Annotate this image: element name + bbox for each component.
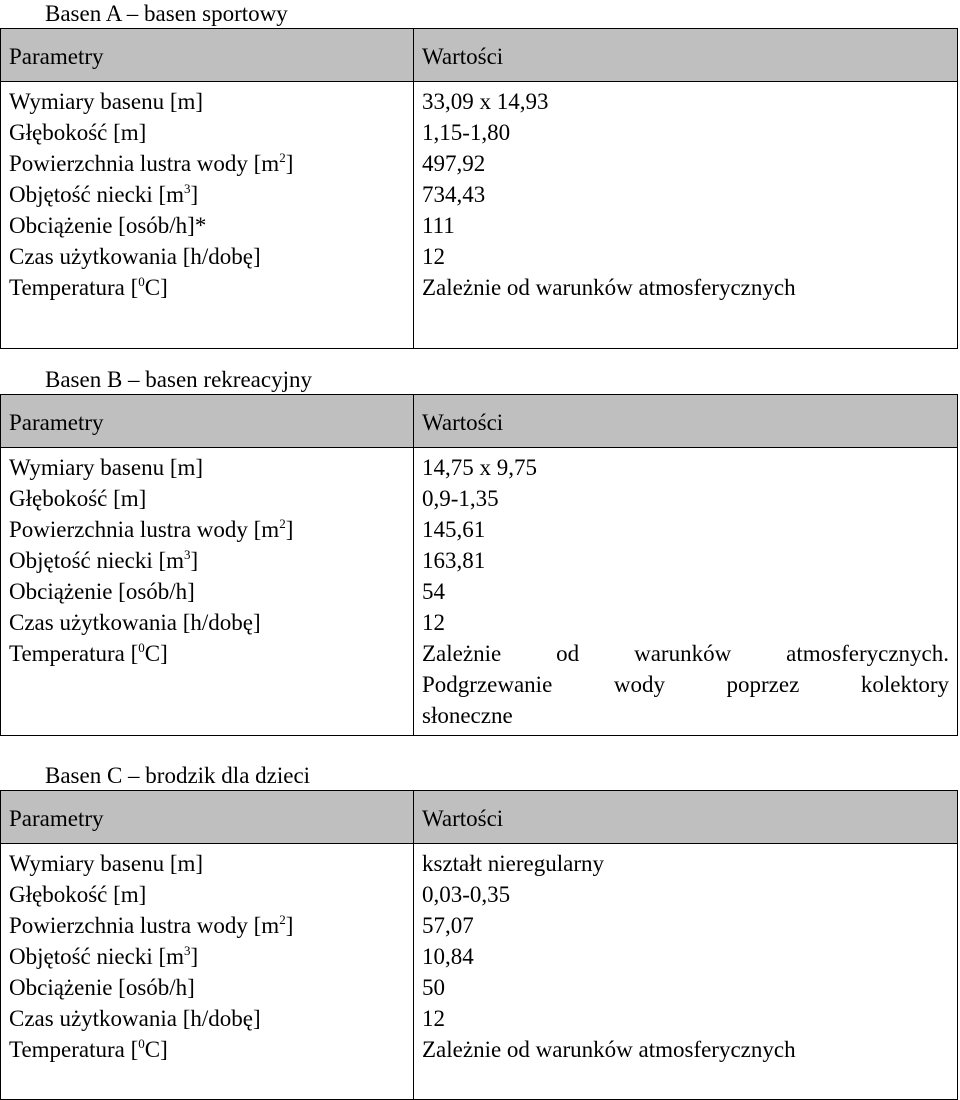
param-label: Wymiary basenu [m] <box>9 851 204 876</box>
param-label: Czas użytkowania [h/dobę] <box>9 244 261 269</box>
pool-c-table <box>0 790 958 1100</box>
pool-a-table <box>0 28 958 349</box>
params-cell <box>1 448 414 736</box>
param-value: 54 <box>422 579 445 604</box>
param-label: Czas użytkowania [h/dobę] <box>9 1006 261 1031</box>
header-values: Wartości <box>414 395 958 448</box>
params-cell <box>1 82 414 349</box>
params-cell <box>1 844 414 1100</box>
values-cell <box>414 82 958 349</box>
header-params: Parametry <box>1 395 414 448</box>
param-label: Temperatura [$^0$C] <box>9 640 168 666</box>
param-label: Wymiary basenu [m] <box>9 455 204 480</box>
param-value: 734,43 <box>422 182 486 207</box>
param-value: 1,15-1,80 <box>422 120 511 145</box>
param-value: kształt nieregularny <box>422 851 605 876</box>
table-header-row <box>1 395 958 448</box>
param-label: Obciążenie [osób/h] <box>9 975 195 1000</box>
param-label: Powierzchnia lustra wody $[m^2]$ <box>9 912 294 938</box>
pool-b-table <box>0 394 958 736</box>
param-label: Wymiary basenu [m] <box>9 89 204 114</box>
param-label: Temperatura [$^0$C] <box>9 1036 168 1062</box>
header-params: Parametry <box>1 791 414 844</box>
param-value: 50 <box>422 975 445 1000</box>
param-label: Czas użytkowania [h/dobę] <box>9 610 261 635</box>
param-value: 12 <box>422 610 445 635</box>
param-label: Objętość niecki $[m^3]$ <box>9 943 199 969</box>
param-value-line: Zależnie od warunków atmosferycznych. <box>422 641 949 666</box>
param-value: 10,84 <box>422 944 474 969</box>
param-value-line: słoneczne <box>422 703 513 728</box>
param-label: Głębokość [m] <box>9 120 147 145</box>
param-label: Powierzchnia lustra wody $[m^2]$ <box>9 150 294 176</box>
header-values: Wartości <box>414 29 958 82</box>
param-label: Głębokość [m] <box>9 882 147 907</box>
param-label: Obciążenie [osób/h]* <box>9 213 207 238</box>
param-label: Objętość niecki $[m^3]$ <box>9 181 199 207</box>
pool-c-title: Basen C – brodzik dla dzieci <box>45 763 311 788</box>
param-label: Głębokość [m] <box>9 486 147 511</box>
param-value: Zależnie od warunków atmosferycznych <box>422 275 796 300</box>
values-cell <box>414 448 958 736</box>
header-params: Parametry <box>1 29 414 82</box>
header-values: Wartości <box>414 791 958 844</box>
param-value-line: Podgrzewanie wody poprzez kolektory <box>422 672 949 697</box>
values-cell <box>414 844 958 1100</box>
pool-b-title: Basen B – basen rekreacyjny <box>45 367 312 392</box>
param-label: Powierzchnia lustra wody $[m^2]$ <box>9 516 294 542</box>
param-value: 57,07 <box>422 913 474 938</box>
pool-a-title: Basen A – basen sportowy <box>45 1 288 26</box>
param-value: 12 <box>422 1006 445 1031</box>
param-value: 145,61 <box>422 517 486 542</box>
table-header-row <box>1 29 958 82</box>
param-value: 497,92 <box>422 151 486 176</box>
param-value: Zależnie od warunków atmosferycznych <box>422 1037 796 1062</box>
param-value: 163,81 <box>422 548 486 573</box>
param-value: 14,75 x 9,75 <box>422 455 537 480</box>
param-label: Objętość niecki $[m^3]$ <box>9 547 199 573</box>
param-value: 0,03-0,35 <box>422 882 511 907</box>
table-body-row <box>1 82 958 349</box>
param-value: 111 <box>422 213 455 238</box>
param-value: 33,09 x 14,93 <box>422 89 549 114</box>
param-label: Obciążenie [osób/h] <box>9 579 195 604</box>
param-value: 0,9-1,35 <box>422 486 499 511</box>
param-value: 12 <box>422 244 445 269</box>
table-body-row <box>1 844 958 1100</box>
table-header-row <box>1 791 958 844</box>
param-label: Temperatura [$^0$C] <box>9 274 168 300</box>
table-body-row <box>1 448 958 736</box>
